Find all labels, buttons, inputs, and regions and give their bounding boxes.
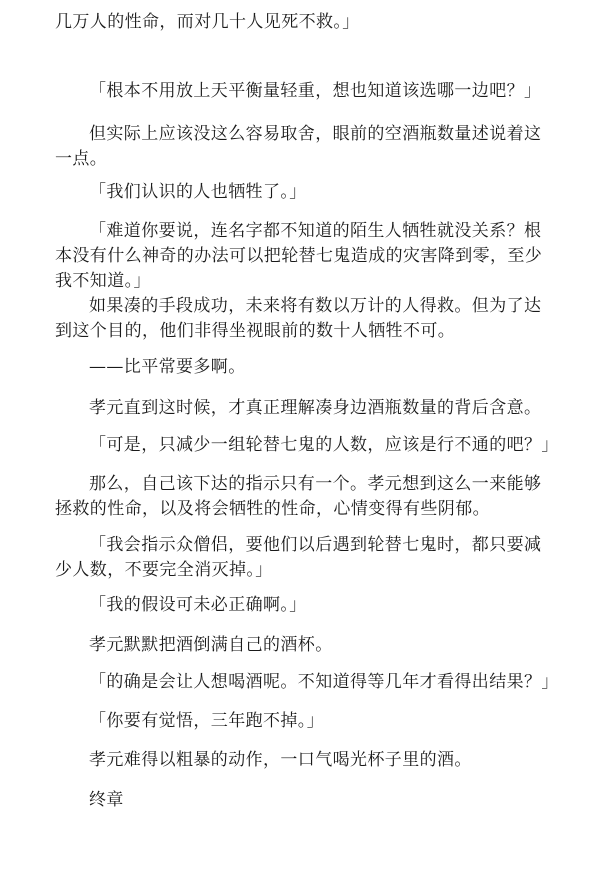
paragraph-3: 但实际上应该没这么容易取舍，眼前的空酒瓶数量述说着这一点。 (55, 124, 542, 169)
paragraph-12: 「我的假设可未必正确啊。」 (89, 595, 307, 615)
chapter-heading: 终章 (89, 790, 124, 810)
paragraph-13: 孝元默默把酒倒满自己的酒杯。 (89, 635, 333, 655)
paragraph-10: 那么，自己该下达的指示只有一个。孝元想到这么一来能够拯救的性命，以及将会牺牲的性命，心情变得有些阴郁。 (55, 474, 542, 519)
paragraph-16: 孝元难得以粗暴的动作，一口气喝光杯子里的酒。 (89, 750, 472, 770)
paragraph-14: 「的确是会让人想喝酒呢。不知道得等几年才看得出结果？」 (89, 672, 559, 692)
paragraph-4: 「我们认识的人也牺牲了。」 (89, 182, 307, 202)
paragraph-7: ——比平常要多啊。 (89, 357, 246, 377)
paragraph-2: 「根本不用放上天平衡量轻重，想也知道该选哪一边吧？」 (89, 81, 542, 101)
paragraph-5: 「难道你要说，连名字都不知道的陌生人牺牲就没关系？根本没有什么神奇的办法可以把轮替七鬼造成的灾害降到零，至少我不知道。」 (55, 221, 543, 291)
paragraph-15: 「你要有觉悟，三年跑不掉。」 (89, 711, 325, 731)
paragraph-1: 几万人的性命，而对几十人见死不救。」 (55, 12, 360, 32)
paragraph-9: 「可是，只减少一组轮替七鬼的人数，应该是行不通的吧？」 (89, 435, 559, 455)
paragraph-8: 孝元直到这时候，才真正理解凑身边酒瓶数量的背后含意。 (89, 398, 542, 418)
paragraph-6: 如果凑的手段成功，未来将有数以万计的人得救。但为了达到这个目的，他们非得坐视眼前的数十人牺牲不可。 (55, 296, 542, 341)
paragraph-11: 「我会指示众僧侣，要他们以后遇到轮替七鬼时，都只要减少人数，不要完全消灭掉。」 (55, 535, 542, 580)
